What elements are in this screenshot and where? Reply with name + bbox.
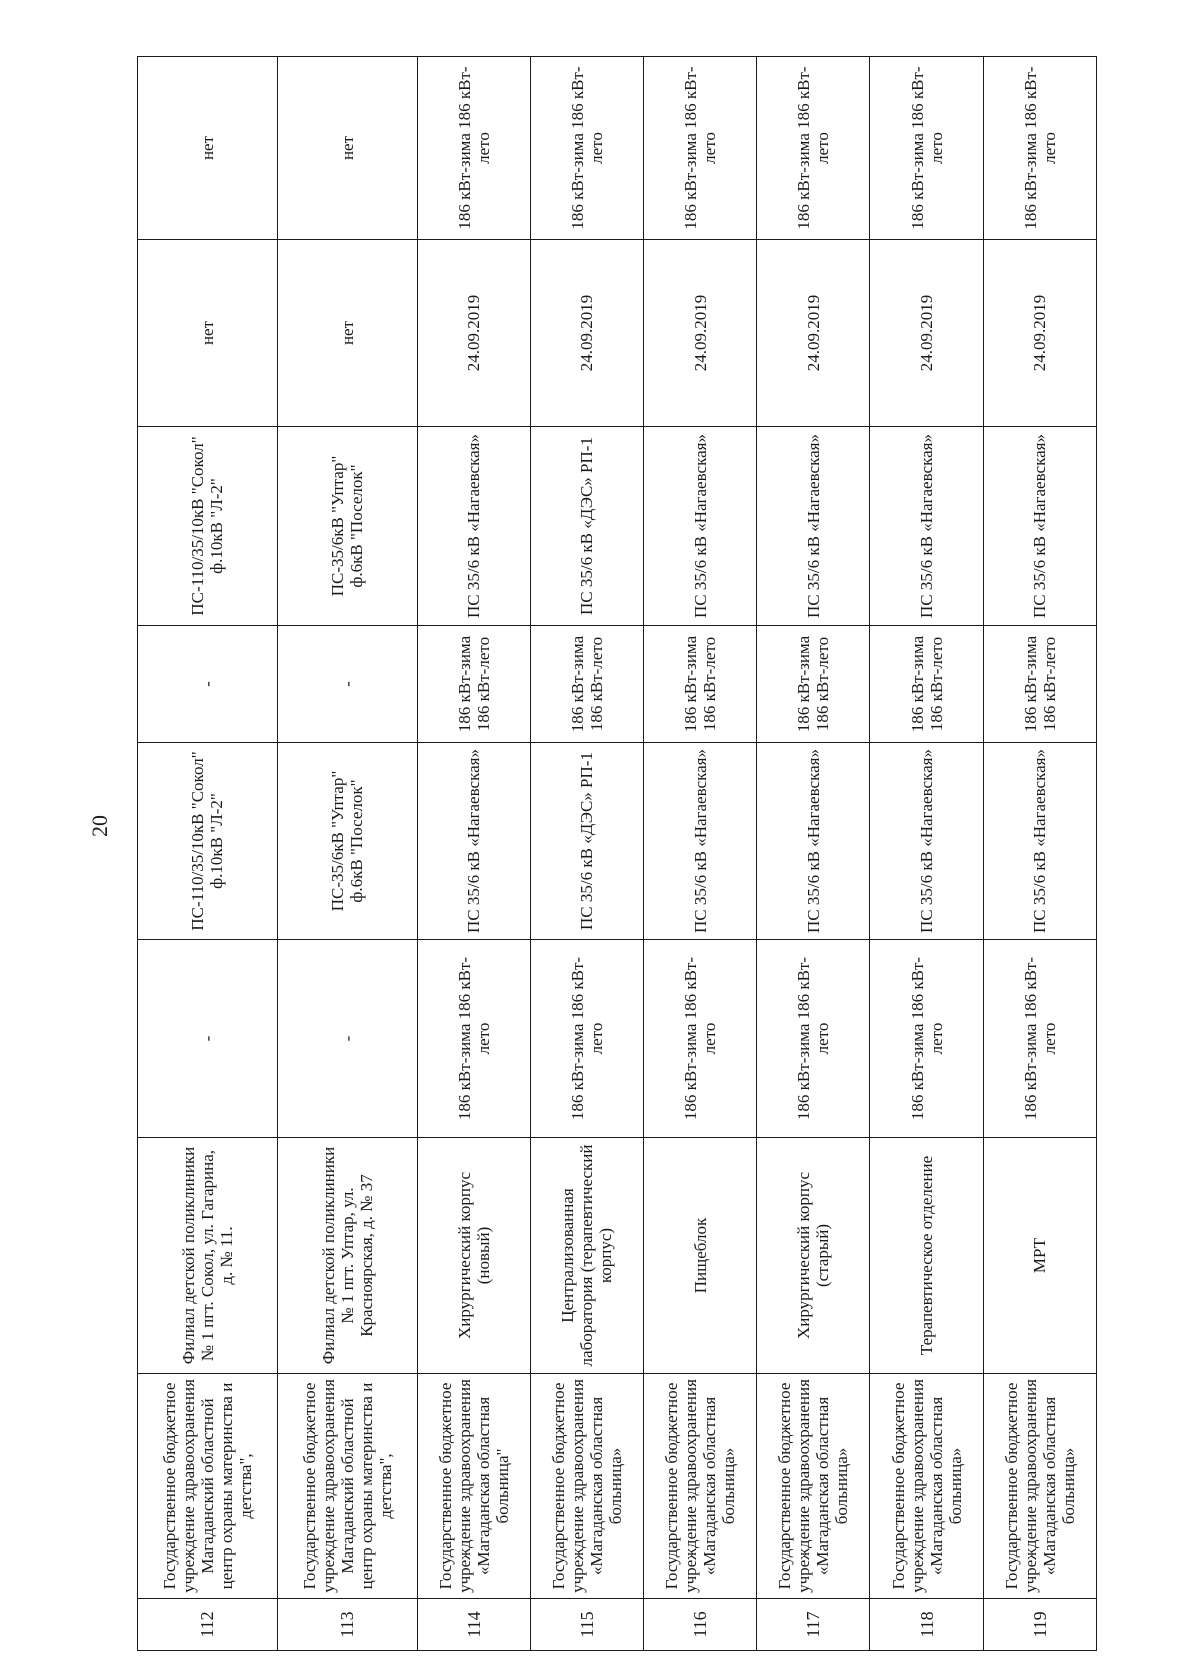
substation-cell-2: ПС 35/6 кВ «Нагаевская» (757, 427, 870, 626)
power-cell-3: нет (277, 57, 417, 240)
power-cell-2: 186 кВт-зима 186 кВт-лето (983, 626, 1096, 743)
page-number: 20 (87, 815, 112, 837)
power-cell-3: 186 кВт-зима 186 кВт-лето (757, 57, 870, 240)
date-cell: 24.09.2019 (417, 240, 530, 427)
power-cell: 186 кВт-зима 186 кВт-лето (644, 940, 757, 1138)
power-cell-2: 186 кВт-зима 186 кВт-лето (757, 626, 870, 743)
substations-table (137, 56, 1097, 1651)
table-row (757, 57, 870, 1651)
rotated-table-container (137, 57, 1097, 1651)
substation-cell-2: ПС 35/6 кВ «Нагаевская» (983, 427, 1096, 626)
power-cell-2: 186 кВт-зима 186 кВт-лето (644, 626, 757, 743)
organization-cell: Государственное бюджетное учреждение здравоохранения «Магаданская областная больница" (417, 1374, 530, 1599)
organization-cell: Государственное бюджетное учреждение здравоохранения «Магаданская областная больница» (644, 1374, 757, 1599)
row-number: 112 (138, 1599, 278, 1651)
row-number: 116 (644, 1599, 757, 1651)
organization-cell: Государственное бюджетное учреждение здравоохранения «Магаданская областная больница» (757, 1374, 870, 1599)
power-cell-3: 186 кВт-зима 186 кВт-лето (644, 57, 757, 240)
object-cell: Централизованная лаборатория (терапевтический корпус) (530, 1138, 643, 1374)
power-cell-3: 186 кВт-зима 186 кВт-лето (870, 57, 983, 240)
date-cell: 24.09.2019 (644, 240, 757, 427)
date-cell: нет (277, 240, 417, 427)
power-cell-3: нет (138, 57, 278, 240)
organization-cell: Государственное бюджетное учреждение здравоохранения «Магаданская областная больница» (870, 1374, 983, 1599)
power-cell-2: - (138, 626, 278, 743)
row-number: 118 (870, 1599, 983, 1651)
substation-cell: ПС 35/6 кВ «Нагаевская» (644, 743, 757, 940)
organization-cell: Государственное бюджетное учреждение здравоохранения «Магаданская областная больница» (530, 1374, 643, 1599)
date-cell: нет (138, 240, 278, 427)
substation-cell-2: ПС 35/6 кВ «Нагаевская» (644, 427, 757, 626)
table-row (644, 57, 757, 1651)
power-cell: 186 кВт-зима 186 кВт-лето (870, 940, 983, 1138)
substation-cell: ПС 35/6 кВ «Нагаевская» (870, 743, 983, 940)
power-cell-3: 186 кВт-зима 186 кВт-лето (417, 57, 530, 240)
substation-cell-2: ПС-35/6кВ "Уптар" ф.6кВ "Поселок" (277, 427, 417, 626)
object-cell: Хирургический корпус (новый) (417, 1138, 530, 1374)
date-cell: 24.09.2019 (530, 240, 643, 427)
substation-cell-2: ПС 35/6 кВ «Нагаевская» (870, 427, 983, 626)
power-cell: 186 кВт-зима 186 кВт-лето (757, 940, 870, 1138)
row-number: 115 (530, 1599, 643, 1651)
row-number: 114 (417, 1599, 530, 1651)
row-number: 117 (757, 1599, 870, 1651)
power-cell-2: 186 кВт-зима 186 кВт-лето (417, 626, 530, 743)
organization-cell: Государственное бюджетное учреждение здравоохранения Магаданский областной центр охраны материнства и детства", (138, 1374, 278, 1599)
power-cell: 186 кВт-зима 186 кВт-лето (530, 940, 643, 1138)
substation-cell: ПС-110/35/10кВ "Сокол" ф.10кВ "Л-2" (138, 743, 278, 940)
organization-cell: Государственное бюджетное учреждение здравоохранения «Магаданская областная больница» (983, 1374, 1096, 1599)
object-cell: МРТ (983, 1138, 1096, 1374)
substation-cell: ПС-35/6кВ "Уптар" ф.6кВ "Поселок" (277, 743, 417, 940)
power-cell: 186 кВт-зима 186 кВт-лето (983, 940, 1096, 1138)
date-cell: 24.09.2019 (757, 240, 870, 427)
power-cell: - (277, 940, 417, 1138)
substation-cell-2: ПС 35/6 кВ «Нагаевская» (417, 427, 530, 626)
object-cell: Хирургический корпус (старый) (757, 1138, 870, 1374)
table-row (138, 57, 278, 1651)
substation-cell: ПС 35/6 кВ «Нагаевская» (757, 743, 870, 940)
power-cell-2: 186 кВт-зима 186 кВт-лето (870, 626, 983, 743)
power-cell-3: 186 кВт-зима 186 кВт-лето (530, 57, 643, 240)
substation-cell: ПС 35/6 кВ «ДЭС» РП-1 (530, 743, 643, 940)
organization-cell: Государственное бюджетное учреждение здравоохранения Магаданский областной центр охраны материнства и детства", (277, 1374, 417, 1599)
object-cell: Терапевтическое отделение (870, 1138, 983, 1374)
power-cell-3: 186 кВт-зима 186 кВт-лето (983, 57, 1096, 240)
table-row (530, 57, 643, 1651)
substation-cell: ПС 35/6 кВ «Нагаевская» (417, 743, 530, 940)
object-cell: Пищеблок (644, 1138, 757, 1374)
power-cell: - (138, 940, 278, 1138)
substation-cell-2: ПС-110/35/10кВ "Сокол" ф.10кВ "Л-2" (138, 427, 278, 626)
object-cell: Филиал детской поликлиники № 1 пгт. Сокол, ул. Гагарина, д. № 11. (138, 1138, 278, 1374)
object-cell: Филиал детской поликлиники № 1 пгт. Уптар, ул. Красноярская, д. № 37 (277, 1138, 417, 1374)
power-cell-2: 186 кВт-зима 186 кВт-лето (530, 626, 643, 743)
row-number: 119 (983, 1599, 1096, 1651)
date-cell: 24.09.2019 (983, 240, 1096, 427)
power-cell-2: - (277, 626, 417, 743)
substation-cell: ПС 35/6 кВ «Нагаевская» (983, 743, 1096, 940)
table-row (870, 57, 983, 1651)
row-number: 113 (277, 1599, 417, 1651)
power-cell: 186 кВт-зима 186 кВт-лето (417, 940, 530, 1138)
table-row (417, 57, 530, 1651)
date-cell: 24.09.2019 (870, 240, 983, 427)
substation-cell-2: ПС 35/6 кВ «ДЭС» РП-1 (530, 427, 643, 626)
table-row (277, 57, 417, 1651)
table-row (983, 57, 1096, 1651)
